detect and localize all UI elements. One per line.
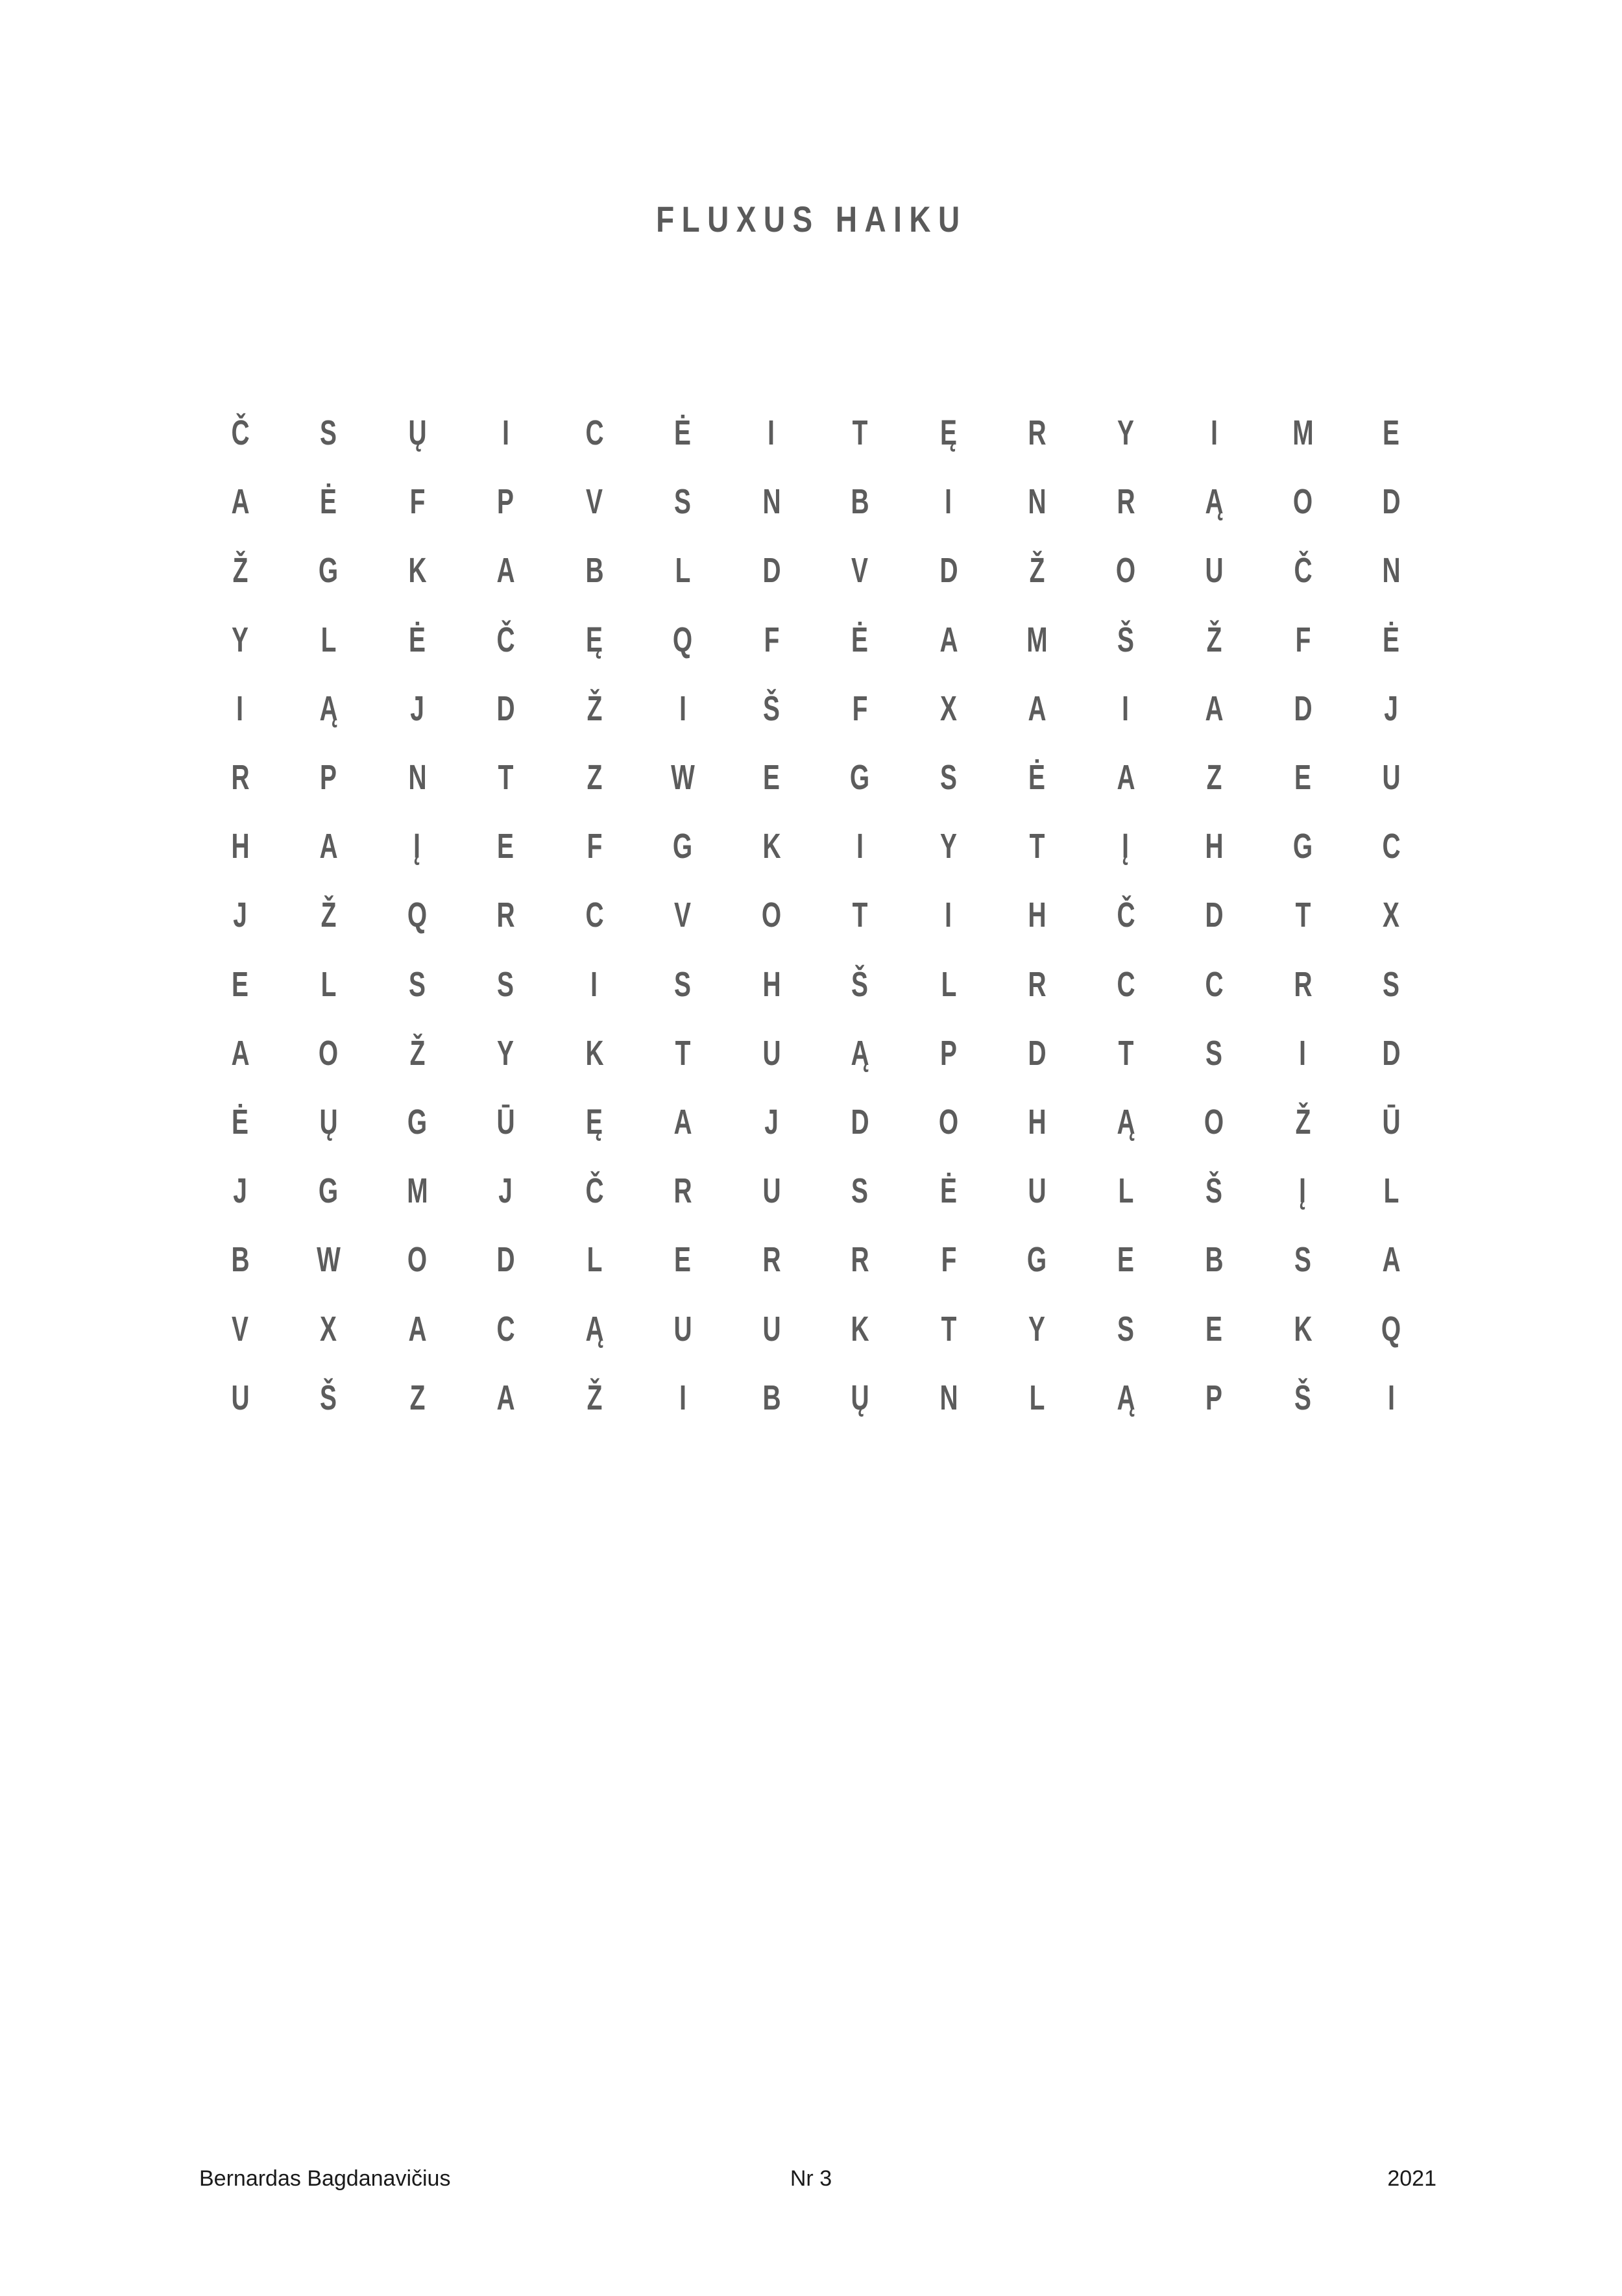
grid-letter: E [1383,413,1400,452]
grid-letter: Y [232,620,248,659]
grid-letter: T [498,758,514,797]
grid-row [208,543,1401,611]
grid-letter: E [763,758,780,797]
grid-letter: Š [1117,620,1134,659]
grid-letter: Ū [496,1103,515,1142]
grid-letter: B [1205,1240,1224,1280]
grid-letter: U [1028,1171,1047,1211]
grid-letter: Ą [1116,1103,1135,1142]
grid-letter: N [939,1378,958,1417]
footer-issue: Nr 3 [790,2166,832,2191]
grid-letter: R [1293,964,1313,1004]
grid-letter: Č [230,413,250,452]
grid-letter: W [671,758,695,797]
grid-letter: P [940,1033,957,1073]
grid-letter: E [1294,758,1311,797]
grid-letter: S [674,964,692,1004]
grid-letter: S [851,1171,869,1211]
grid-letter: A [673,1103,692,1142]
grid-letter: Ų [851,1378,869,1417]
grid-letter: S [497,964,514,1004]
grid-letter: Ę [586,1103,603,1142]
grid-letter: Ž [1206,620,1222,659]
grid-letter: Ž [321,896,337,935]
grid-letter: X [1383,896,1400,935]
grid-letter: P [497,482,514,522]
grid-letter: Č [585,1171,604,1211]
grid-row [208,1095,1401,1162]
grid-letter: Z [587,758,602,797]
grid-row [208,1371,1395,1438]
grid-letter: D [496,689,515,728]
grid-letter: Y [497,1033,514,1073]
grid-letter: A [230,1033,250,1073]
grid-letter: D [939,551,958,591]
grid-letter: B [230,1240,250,1280]
grid-letter: L [1118,1171,1133,1211]
grid-letter: J [233,896,247,935]
grid-letter: R [762,1240,781,1280]
grid-letter: O [761,896,782,935]
grid-letter: A [496,551,515,591]
grid-letter: K [1293,1309,1313,1349]
grid-letter: O [1292,482,1313,522]
grid-letter: G [1292,827,1313,866]
grid-letter: L [941,964,956,1004]
grid-letter: F [409,482,425,522]
grid-letter: U [673,1309,692,1349]
grid-letter: Y [1117,413,1134,452]
grid-letter: Y [940,827,957,866]
grid-letter: B [585,551,604,591]
grid-letter: D [1382,482,1401,522]
grid-letter: F [852,689,868,728]
grid-letter: G [1027,1240,1047,1280]
grid-row [208,474,1401,542]
grid-letter: S [1205,1033,1223,1073]
grid-row [208,1232,1401,1300]
grid-letter: R [1028,413,1047,452]
grid-letter: Š [1205,1171,1223,1211]
grid-letter: Ž [587,1378,602,1417]
grid-letter: O [1115,551,1136,591]
grid-letter: D [1382,1033,1401,1073]
grid-letter: J [764,1103,779,1142]
grid-letter: Ą [585,1309,604,1349]
grid-letter: Q [407,896,428,935]
grid-letter: M [406,1171,428,1211]
grid-letter: A [939,620,958,659]
grid-letter: Į [1122,827,1130,866]
grid-letter: V [232,1309,248,1349]
grid-letter: O [938,1103,959,1142]
grid-letter: Į [1299,1171,1307,1211]
grid-letter: I [1211,413,1218,452]
grid-letter: Ė [409,620,426,659]
grid-letter: D [851,1103,869,1142]
grid-letter: J [410,689,424,728]
grid-letter: O [407,1240,428,1280]
grid-letter: I [679,1378,686,1417]
grid-letter: C [1205,964,1224,1004]
grid-letter: T [852,896,868,935]
grid-letter: P [1205,1378,1223,1417]
grid-letter: C [496,1309,515,1349]
grid-letter: I [236,689,244,728]
grid-row [208,888,1400,955]
grid-letter: D [496,1240,515,1280]
grid-letter: N [1028,482,1047,522]
grid-letter: Š [320,1378,337,1417]
grid-letter: Ę [586,620,603,659]
grid-letter: U [1205,551,1224,591]
grid-letter: G [673,827,693,866]
grid-letter: A [496,1378,515,1417]
grid-letter: S [940,758,957,797]
grid-letter: I [945,482,952,522]
grid-letter: E [1117,1240,1134,1280]
grid-letter: K [585,1033,604,1073]
grid-letter: Ė [1383,620,1400,659]
grid-letter: Ą [1116,1378,1135,1417]
grid-letter: A [1028,689,1047,728]
grid-letter: J [498,1171,513,1211]
grid-letter: E [1205,1309,1223,1349]
grid-letter: T [941,1309,956,1349]
grid-letter: P [320,758,337,797]
grid-row [208,613,1400,680]
grid-letter: I [590,964,598,1004]
grid-letter: S [1294,1240,1311,1280]
grid-letter: Ų [319,1103,338,1142]
grid-letter: K [851,1309,869,1349]
grid-letter: L [1383,1171,1399,1211]
grid-letter: O [1204,1103,1224,1142]
grid-letter: S [1383,964,1400,1004]
grid-letter: H [762,964,781,1004]
grid-letter: I [856,827,864,866]
grid-letter: L [321,964,337,1004]
grid-letter: S [1117,1309,1134,1349]
grid-letter: U [230,1378,250,1417]
grid-letter: N [407,758,427,797]
grid-letter: Ž [1029,551,1045,591]
grid-letter: R [851,1240,869,1280]
grid-row [208,957,1400,1025]
grid-letter: Ę [940,413,957,452]
grid-row [208,1026,1401,1093]
grid-letter: E [497,827,514,866]
grid-letter: S [320,413,337,452]
grid-letter: C [1116,964,1135,1004]
grid-row [208,1164,1399,1231]
grid-letter: D [1293,689,1313,728]
grid-letter: Į [413,827,421,866]
grid-letter: K [762,827,781,866]
grid-letter: Ž [409,1033,425,1073]
grid-letter: G [319,1171,339,1211]
grid-letter: Q [673,620,693,659]
grid-letter: A [1116,758,1135,797]
grid-letter: G [850,758,870,797]
grid-letter: L [675,551,691,591]
grid-letter: A [319,827,338,866]
grid-letter: H [1028,1103,1047,1142]
grid-letter: M [1292,413,1314,452]
footer-author: Bernardas Bagdanavičius [199,2166,451,2191]
grid-letter: Č [1116,896,1135,935]
grid-letter: S [409,964,426,1004]
grid-letter: R [230,758,250,797]
grid-letter: C [1382,827,1401,866]
grid-letter: G [407,1103,428,1142]
grid-letter: Š [763,689,780,728]
grid-letter: V [674,896,692,935]
grid-letter: Z [1206,758,1222,797]
grid-letter: R [496,896,515,935]
grid-row [208,750,1401,818]
grid-letter: A [1205,689,1224,728]
grid-letter: U [762,1309,781,1349]
grid-letter: L [321,620,337,659]
grid-letter: X [940,689,957,728]
grid-letter: F [587,827,602,866]
grid-letter: Ž [1295,1103,1311,1142]
grid-letter: F [764,620,779,659]
grid-letter: E [674,1240,692,1280]
grid-letter: B [851,482,869,522]
grid-letter: I [1122,689,1130,728]
grid-letter: B [762,1378,781,1417]
grid-letter: A [1382,1240,1401,1280]
grid-letter: Ė [1028,758,1046,797]
grid-letter: C [585,896,604,935]
grid-letter: T [1029,827,1045,866]
grid-letter: Š [1294,1378,1311,1417]
grid-letter: H [1028,896,1047,935]
grid-letter: Ą [319,689,338,728]
grid-letter: J [1384,689,1399,728]
grid-letter: U [762,1171,781,1211]
grid-letter: Č [1293,551,1313,591]
grid-letter: I [1388,1378,1395,1417]
page-title: FLUXUS HAIKU [656,199,967,239]
grid-letter: Ė [851,620,869,659]
grid-letter: Č [496,620,515,659]
grid-letter: A [407,1309,427,1349]
grid-letter: O [319,1033,339,1073]
grid-letter: Ė [320,482,337,522]
grid-letter: E [232,964,248,1004]
grid-letter: D [1028,1033,1047,1073]
grid-letter: F [941,1240,956,1280]
grid-letter: X [320,1309,337,1349]
grid-row [208,406,1400,473]
grid-letter: T [675,1033,691,1073]
grid-letter: T [852,413,868,452]
grid-letter: J [233,1171,247,1211]
grid-letter: Ą [1205,482,1224,522]
grid-letter: Ū [1382,1103,1401,1142]
grid-letter: U [1382,758,1401,797]
grid-letter: R [673,1171,692,1211]
grid-letter: I [1299,1033,1307,1073]
grid-letter: R [1116,482,1135,522]
grid-letter: U [762,1033,781,1073]
grid-letter: I [945,896,952,935]
grid-letter: Ž [232,551,248,591]
grid-letter: Q [1381,1309,1401,1349]
grid-letter: T [1295,896,1311,935]
grid-letter: F [1295,620,1311,659]
grid-row [208,1302,1401,1369]
grid-letter: R [1028,964,1047,1004]
grid-letter: Ž [587,689,602,728]
grid-letter: V [586,482,603,522]
grid-letter: S [674,482,692,522]
grid-letter: T [1118,1033,1133,1073]
grid-letter: I [502,413,509,452]
grid-letter: Ė [232,1103,248,1142]
grid-letter: D [1205,896,1224,935]
grid-letter: K [407,551,427,591]
grid-letter: I [679,689,686,728]
grid-row [208,819,1401,886]
grid-letter: Ė [940,1171,957,1211]
grid-row [208,681,1399,749]
grid-letter: Ė [674,413,692,452]
grid-letter: H [1205,827,1224,866]
grid-letter: V [851,551,869,591]
letter-grid [208,406,1401,1424]
grid-letter: M [1026,620,1048,659]
grid-letter: N [1382,551,1401,591]
grid-letter: W [317,1240,341,1280]
grid-letter: H [230,827,250,866]
grid-letter: D [762,551,781,591]
grid-letter: G [319,551,339,591]
grid-letter: Š [851,964,869,1004]
grid-letter: Ą [851,1033,869,1073]
grid-letter: Z [409,1378,425,1417]
footer-year: 2021 [1387,2166,1436,2191]
grid-letter: L [587,1240,602,1280]
grid-letter: Ų [407,413,427,452]
grid-letter: C [585,413,604,452]
grid-letter: N [762,482,781,522]
grid-letter: I [768,413,775,452]
grid-letter: Y [1028,1309,1046,1349]
grid-letter: L [1029,1378,1045,1417]
grid-letter: A [230,482,250,522]
